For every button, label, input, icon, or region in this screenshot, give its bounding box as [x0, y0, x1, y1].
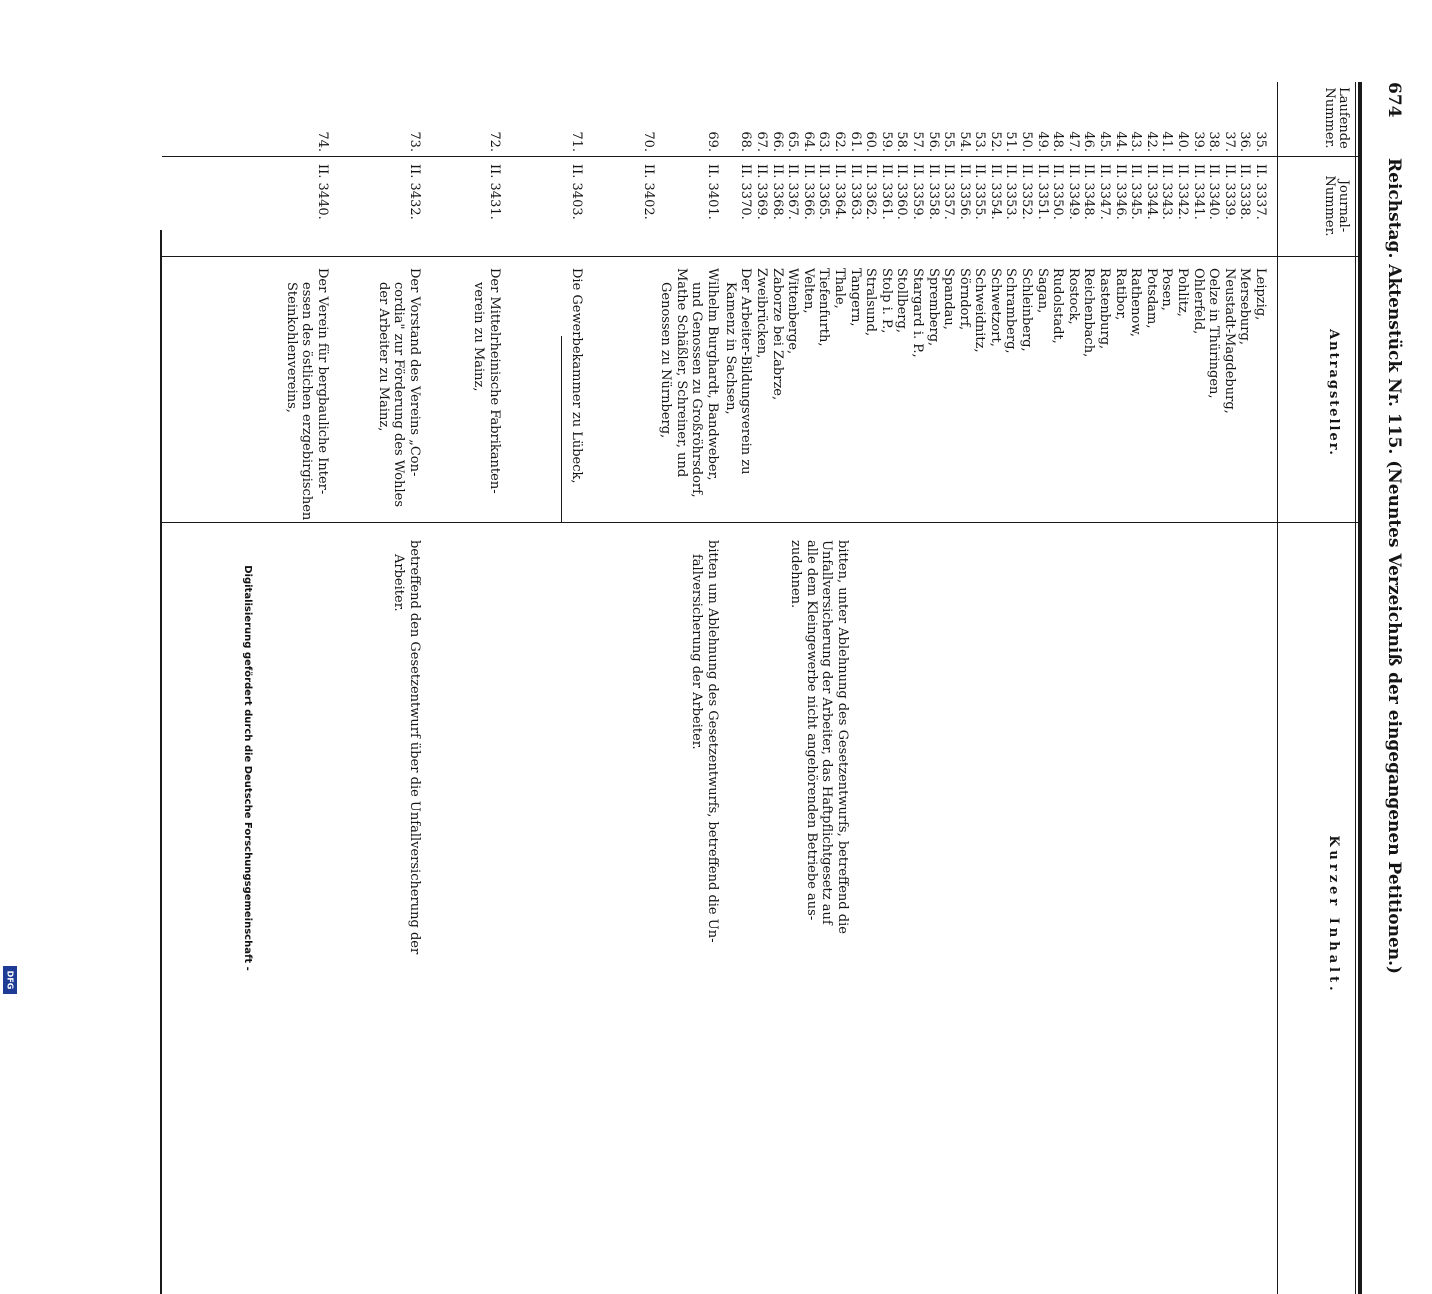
column-header-laufende: Laufende Nummer.	[1322, 87, 1351, 149]
table-row-journal: II. 3363.	[847, 164, 863, 220]
table-row-nr: 44.	[1112, 131, 1128, 152]
table-row-nr: 49.	[1034, 131, 1050, 152]
table-row-name: Schwetzort,	[987, 268, 1003, 347]
table-row-name: Stollberg,	[894, 268, 910, 333]
table-row-journal: II. 3370.	[738, 164, 754, 220]
table-row-journal: II. 3360.	[894, 164, 910, 220]
table-row-name: Spandau,	[941, 268, 957, 330]
header-bottom-rule	[1277, 82, 1278, 1294]
column-header-inhalt: Kurzer Inhalt.	[1326, 835, 1341, 995]
table-row-name: Pohlitz,	[1175, 268, 1191, 317]
entry-71-journal: II. 3403.	[569, 164, 584, 220]
entry-69-name: Wilhelm Burghardt, Bandweber, und Genossen zu Großröhrsdorf, Mathe Schäßler, Schreiner, und Genossen zu Nürnberg,	[658, 268, 720, 498]
table-row-nr: 63.	[816, 131, 832, 152]
table-row-journal: II. 3364.	[831, 164, 847, 220]
entry-73-journal: II. 3432.	[407, 164, 422, 220]
table-row-name: Leipzig,	[1253, 268, 1268, 321]
summary-69-71: bitten um Ablehnung des Gesetzentwurfs, betreffend die Un- fallversicherung der Arbeiter.	[689, 540, 720, 943]
column-divider-1	[162, 156, 1358, 157]
table-row-nr: 48.	[1050, 131, 1066, 152]
table-row-name: Ohlerfeld,	[1190, 268, 1206, 335]
table-row-nr: 61.	[847, 131, 863, 152]
table-row-nr: 59.	[878, 131, 894, 152]
table-row-nr: 51.	[1003, 131, 1019, 152]
entry-74-name: Der Verein für bergbauliche Inter- essen des östlichen erzgebirgischen Steinkohlenvereins,	[283, 268, 330, 521]
table-row-nr: 39.	[1190, 131, 1206, 152]
table-row-journal: II. 3351.	[1034, 164, 1050, 220]
table-row-nr: 65.	[785, 131, 801, 152]
table-row-nr: 54.	[956, 131, 972, 152]
table-row-journal: II. 3348.	[1081, 164, 1097, 220]
column-divider-2	[162, 256, 1358, 257]
table-row-nr: 40.	[1175, 131, 1191, 152]
entry-72-name: Der Mittelrheinische Fabrikanten- verein zu Mainz,	[471, 268, 502, 494]
dfg-logo	[3, 966, 17, 994]
table-row-nr: 58.	[894, 131, 910, 152]
entry-71-nr: 71.	[569, 131, 584, 152]
table-row-journal: II. 3355.	[972, 164, 988, 220]
digitization-credit: Digitalisierung gefördert durch die Deutsche Forschungsgemeinschaft -	[242, 565, 253, 971]
table-row-journal: II. 3349.	[1065, 164, 1081, 220]
table-row-nr: 37.	[1221, 131, 1237, 152]
table-row-nr: 52.	[987, 131, 1003, 152]
entry-separator	[561, 336, 562, 522]
column-header-journal: Journal- Nummer.	[1322, 175, 1351, 237]
table-row-journal: II. 3352.	[1019, 164, 1035, 220]
summary-72-74: betreffend den Gesetzentwurf über die Unfallversicherung der Arbeiter.	[391, 540, 422, 955]
table-row-name: Zaborze bei Zabrze,	[769, 268, 785, 401]
table-row-name: Spremberg,	[925, 268, 941, 347]
entry-73-nr: 73.	[407, 131, 422, 152]
table-row-journal: II. 3340.	[1206, 164, 1222, 220]
entry-71-name: Die Gewerbekammer zu Lübeck,	[569, 268, 584, 484]
table-row-journal: II. 3368.	[769, 164, 785, 220]
table-row-name: Rastenburg,	[1097, 268, 1113, 350]
table-row-nr: 56.	[925, 131, 941, 152]
entry-74-nr: 74.	[315, 131, 330, 152]
table-row-name: Tangern,	[847, 268, 863, 327]
table-row-name: Thale,	[831, 268, 847, 309]
table-row-nr: 38.	[1206, 131, 1222, 152]
table-row-nr: 62.	[831, 131, 847, 152]
table-row-journal: II. 3356.	[956, 164, 972, 220]
entry-72-journal: II. 3431.	[487, 164, 502, 220]
table-row-nr: 64.	[800, 131, 816, 152]
table-row-name: Der Arbeiter-Bildungsverein zu	[738, 268, 754, 475]
top-rule-thick	[1358, 82, 1362, 1294]
table-row-nr: 67.	[754, 131, 769, 152]
table-row-journal: II. 3359.	[909, 164, 925, 220]
table-row-nr: 36.	[1237, 131, 1253, 152]
table-row-journal: II. 3353.	[1003, 164, 1019, 220]
table-row-nr: 66.	[769, 131, 785, 152]
entry-74-journal: II. 3440.	[315, 164, 330, 220]
table-row-journal: II. 3342.	[1175, 164, 1191, 220]
table-row-journal: II. 3354.	[987, 164, 1003, 220]
page-title: Reichstag. Aktenstück Nr. 115. (Neuntes Verzeichniß der eingegangenen Petitionen.)	[1384, 158, 1404, 975]
table-row-journal: II. 3350.	[1050, 164, 1066, 220]
table-row-name: Stralsund,	[863, 268, 879, 337]
table-row-journal: II. 3357.	[941, 164, 957, 220]
table-row-name: Zweibrücken,	[754, 268, 769, 359]
table-row-name: Velten,	[800, 268, 816, 314]
antragsteller-names	[722, 268, 1268, 518]
table-row-name: Ratibor,	[1112, 268, 1128, 321]
table-row-journal: II. 3341.	[1190, 164, 1206, 220]
table-row-journal: II. 3366.	[800, 164, 816, 220]
column-header-antragsteller: Antragsteller.	[1326, 329, 1341, 457]
table-row-journal: II. 3339.	[1221, 164, 1237, 220]
table-row-journal: II. 3337.	[1253, 164, 1268, 220]
table-row-nr: 60.	[863, 131, 879, 152]
table-row-name: Schweidnitz,	[972, 268, 988, 353]
table-row-name: Neustadt-Magdeburg,	[1221, 268, 1237, 414]
table-row-name: Wittenberge,	[785, 268, 801, 355]
table-row-nr: 50.	[1019, 131, 1035, 152]
table-row-journal: II. 3358.	[925, 164, 941, 220]
journal-numbers	[738, 164, 1268, 254]
entry-70-nr: 70.	[641, 131, 656, 152]
table-row-name: Stargard i. P.,	[909, 268, 925, 358]
table-row-nr: 47.	[1065, 131, 1081, 152]
table-row-nr: 53.	[972, 131, 988, 152]
table-row-name: Rudolstadt,	[1050, 268, 1066, 344]
column-divider-3	[162, 522, 1358, 523]
table-row-journal: II. 3347.	[1097, 164, 1113, 220]
table-row-journal: II. 3344.	[1143, 164, 1159, 220]
table-row-journal: II. 3361.	[878, 164, 894, 220]
table-row-name: Schramberg,	[1003, 268, 1019, 354]
table-row-nr: 41.	[1159, 131, 1175, 152]
table-row-name: Oelze in Thüringen,	[1206, 268, 1222, 399]
table-row-journal: II. 3343.	[1159, 164, 1175, 220]
table-row-nr: 68.	[738, 131, 754, 152]
bottom-rule	[160, 230, 162, 1294]
table-row-nr: 42.	[1143, 131, 1159, 152]
entry-69-nr: 69.	[705, 131, 720, 152]
table-row-name: Sörndorf,	[956, 268, 972, 331]
table-row-journal: II. 3345.	[1128, 164, 1144, 220]
top-rule-thin	[1355, 82, 1356, 1294]
table-row-nr: 46.	[1081, 131, 1097, 152]
table-row-name: Sagan,	[1034, 268, 1050, 314]
table-row-journal: II. 3346.	[1112, 164, 1128, 220]
table-row-name: Rostock,	[1065, 268, 1081, 325]
table-row-name: Stolp i. P.,	[878, 268, 894, 334]
table-row-nr: 57.	[909, 131, 925, 152]
page-number: 674	[1384, 82, 1404, 118]
table-row-nr: 43.	[1128, 131, 1144, 152]
table-row-name: Tiefenfurth,	[816, 268, 832, 347]
entry-70-journal: II. 3402.	[641, 164, 656, 220]
table-row-nr: 35.	[1253, 131, 1268, 152]
entry-73-name: Der Vorstand des Vereins „Con- cordia" zur Förderung des Wohles der Arbeiter zu Mainz,	[375, 268, 422, 508]
table-row-name: Schleinberg,	[1019, 268, 1035, 352]
entry-69-journal: II. 3401.	[705, 164, 720, 220]
table-row-name: Rathenow,	[1128, 268, 1144, 338]
dfg-logo-icon	[3, 966, 17, 994]
table-row-journal: II. 3365.	[816, 164, 832, 220]
dfg-logo-text: DFG	[5, 970, 15, 990]
table-row-journal: II. 3369.	[754, 164, 769, 220]
table-row-name: Reichenbach,	[1081, 268, 1097, 358]
table-row-name: Potsdam,	[1143, 268, 1159, 329]
table-row-name: Merseburg,	[1237, 268, 1253, 345]
table-row-name-continuation: Kamenz in Sachsen,	[722, 282, 738, 415]
table-row-journal: II. 3362.	[863, 164, 879, 220]
table-row-nr: 55.	[941, 131, 957, 152]
table-row-journal: II. 3367.	[785, 164, 801, 220]
table-row-name: Posen,	[1159, 268, 1175, 311]
table-row-journal: II. 3338.	[1237, 164, 1253, 220]
entry-72-nr: 72.	[487, 131, 502, 152]
table-row-nr: 45.	[1097, 131, 1113, 152]
group-summary-35-68: bitten, unter Ablehnung des Gesetzentwurfs, betreffend die Unfallversicherung der Arbeiter, das Haftpflichtgesetz auf alle dem Kleingewerbe nicht angehörenden Betriebe aus- zudehnen.	[788, 540, 850, 934]
laufende-numbers	[738, 82, 1268, 152]
